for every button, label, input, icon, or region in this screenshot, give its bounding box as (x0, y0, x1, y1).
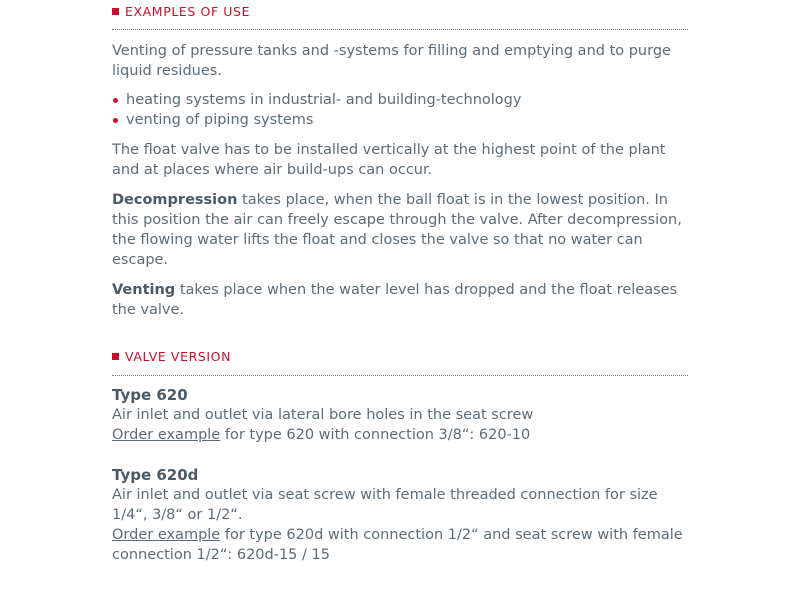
valve-version-heading-label: VALVE VERSION (125, 348, 232, 364)
type-620-description: Air inlet and outlet via lateral bore holes in the seat screw (112, 407, 534, 423)
type-620-order (112, 425, 688, 445)
valve-version-heading (112, 346, 688, 366)
examples-intro: Venting of pressure tanks and -systems for filling and emptying and to purge liquid residues. (112, 43, 671, 79)
bullet-dot-icon (113, 98, 118, 103)
decompression-text: takes place, when the ball float is in the lowest position. In this position the air can freely escape through the valve. After decompression, the flowing water lifts the float and closes the valve so that no water can escape. (112, 192, 682, 268)
type-620-block (112, 385, 688, 445)
type-620d-title: Type 620d (112, 466, 199, 484)
examples-heading (112, 1, 688, 21)
type-620d-block (112, 465, 688, 565)
order-example-link[interactable]: Order example (112, 427, 221, 443)
type-620d-description: Air inlet and outlet via seat screw with female threaded connection for size 1/4“, 3/8“ or 1/2“. (112, 487, 658, 523)
venting-text: takes place when the water level has dropped and the float releases the valve. (112, 282, 678, 318)
list-item-text: venting of piping systems (126, 112, 314, 128)
document-column (112, 0, 688, 565)
type-620-title: Type 620 (112, 386, 188, 404)
type-620-order-text: for type 620 with connection 3/8“: 620-10 (224, 427, 531, 443)
bullet-dot-icon (113, 118, 118, 123)
venting-paragraph (112, 280, 688, 320)
list-item (112, 90, 688, 110)
venting-term: Venting (112, 282, 176, 298)
list-item-text: heating systems in industrial- and building-technology (126, 92, 522, 108)
installation-paragraph: The float valve has to be installed vertically at the highest point of the plant and at places where air build-ups can occur. (112, 142, 666, 178)
square-bullet-icon (112, 353, 119, 360)
decompression-paragraph (112, 190, 688, 270)
examples-bullet-list (112, 90, 688, 130)
decompression-term: Decompression (112, 192, 238, 208)
section-divider (112, 29, 688, 30)
order-example-link[interactable]: Order example (112, 527, 221, 543)
list-item (112, 110, 688, 130)
type-620d-order-text: for type 620d with connection 1/2“ and seat screw with female connection 1/2“: 620d-15 / 15 (112, 527, 683, 563)
section-divider (112, 375, 688, 376)
square-bullet-icon (112, 8, 119, 15)
type-620d-order (112, 525, 688, 565)
examples-heading-label: EXAMPLES OF USE (125, 3, 251, 19)
